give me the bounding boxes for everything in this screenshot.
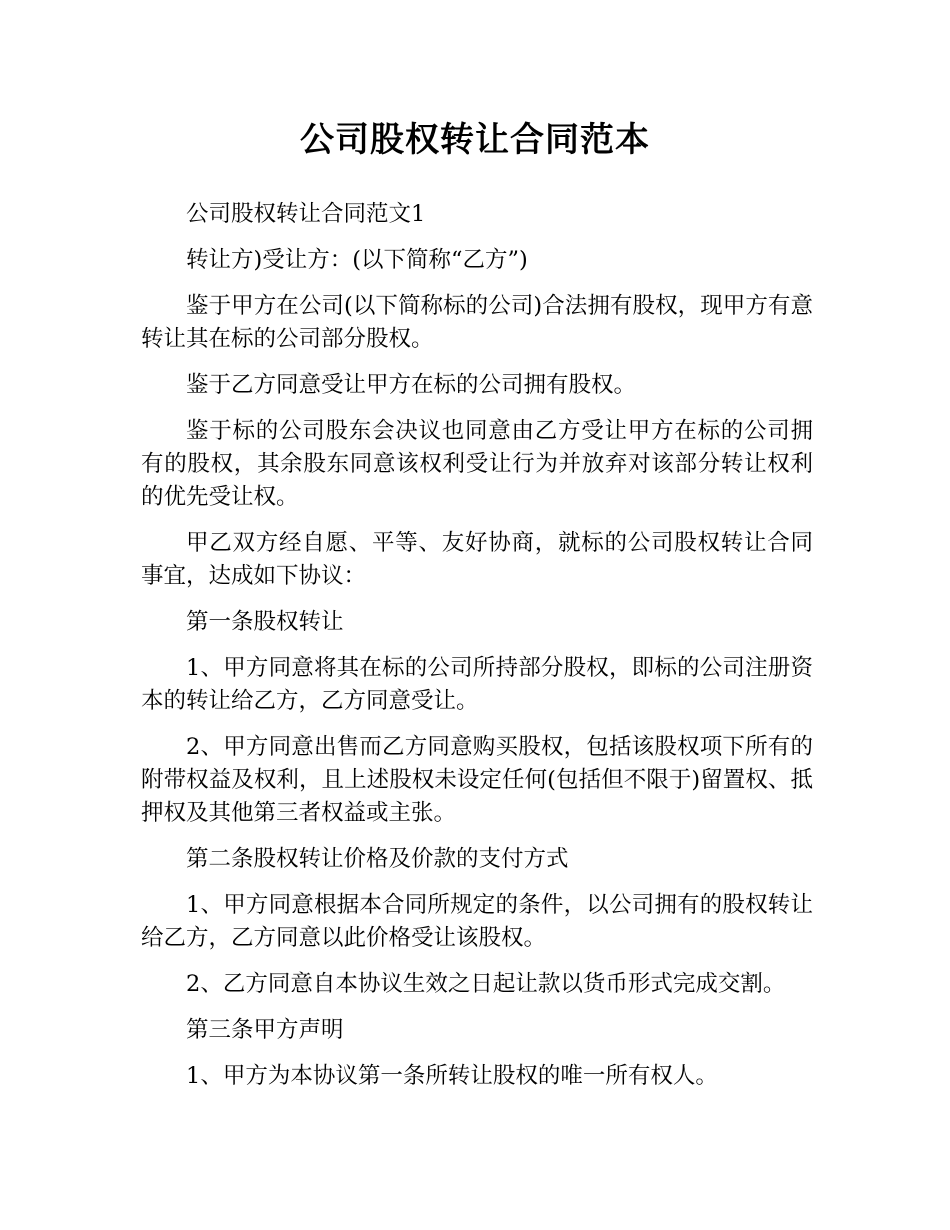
section-heading-article-3: 第三条甲方声明 — [186, 1017, 344, 1043]
clause-1-1: 1、甲方同意将其在标的公司所持部分股权，即标的公司注册资本的转让给乙方，乙方同意受让。 — [141, 655, 813, 714]
paragraph-recital-1: 鉴于甲方在公司(以下简称标的公司)合法拥有股权，现甲方有意转让其在标的公司部分股权。 — [141, 293, 813, 352]
paragraph-parties: 转让方)受让方：(以下简称“乙方”) — [186, 247, 528, 273]
paragraph-heading-sample-1: 公司股权转让合同范文1 — [186, 201, 426, 227]
paragraph-recital-3: 鉴于标的公司股东会决议也同意由乙方受让甲方在标的公司拥有的股权，其余股东同意该权利受让行为并放弃对该部分转让权利的优先受让权。 — [141, 418, 813, 510]
clause-2-1: 1、甲方同意根据本合同所规定的条件，以公司拥有的股权转让给乙方，乙方同意以此价格受让该股权。 — [141, 892, 813, 951]
document-title: 公司股权转让合同范本 — [300, 120, 650, 160]
section-heading-article-2: 第二条股权转让价格及价款的支付方式 — [186, 846, 569, 872]
paragraph-recital-2: 鉴于乙方同意受让甲方在标的公司拥有股权。 — [186, 372, 637, 398]
clause-2-2: 2、乙方同意自本协议生效之日起让款以货币形式完成交割。 — [186, 971, 786, 997]
section-heading-article-1: 第一条股权转让 — [186, 609, 344, 635]
clause-1-2: 2、甲方同意出售而乙方同意购买股权，包括该股权项下所有的附带权益及权利，且上述股权未设定任何(包括但不限于)留置权、抵押权及其他第三者权益或主张。 — [141, 734, 813, 826]
clause-3-1: 1、甲方为本协议第一条所转让股权的唯一所有权人。 — [186, 1063, 718, 1089]
paragraph-agreement-intro: 甲乙双方经自愿、平等、友好协商，就标的公司股权转让合同事宜，达成如下协议： — [141, 530, 813, 589]
document-body — [141, 198, 813, 1106]
